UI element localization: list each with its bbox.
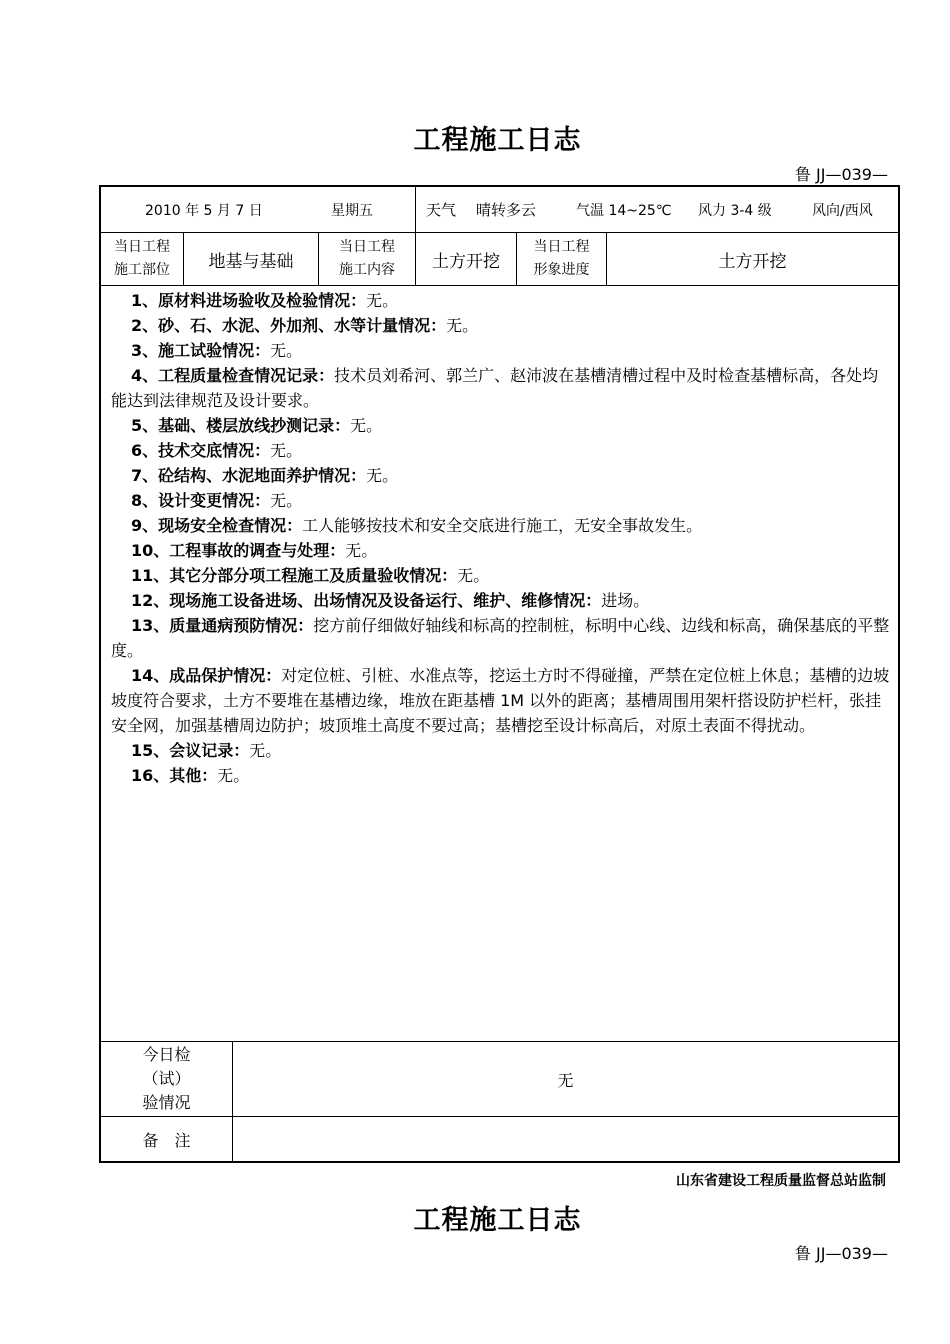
list-item: 6、技术交底情况：无。 [131,441,303,460]
form-code: 鲁 JJ—039— [794,165,888,184]
list-item: 13、质量通病预防情况：挖方前仔细做好轴线和标高的控制桩，标明中心线、边线和标高，确保基底的平整度。 [111,616,890,660]
part-value-cell [184,233,319,286]
list-item: 14、成品保护情况：对定位桩、引桩、水准点等，挖运土方时不得碰撞，严禁在定位桩上休息；基槽的边坡坡度符合要求，土方不要堆在基槽边缘，堆放在距基槽 1M 以外的距离；基槽周围用架杆搭设防护栏杆，张挂安全网，加强基槽周边防护；坡顶堆土高度不要过高；基槽挖至设计标高后，对原土表面不得扰动。 [111,666,890,735]
log-content [101,286,898,1042]
content-label-line2: 施工内容 [339,262,395,278]
remarks-label: 备 注 [142,1130,191,1150]
list-item: 9、现场安全检查情况：工人能够按技术和安全交底进行施工，无安全事故发生。 [131,516,703,535]
progress-label-line1: 当日工程 [533,239,590,255]
inspection-value-cell [233,1042,898,1117]
inspection-label-line2: （试） [142,1069,191,1088]
progress-label-line2: 形象进度 [533,262,590,278]
progress-value-cell [607,233,898,286]
wind-direction: 风向/西风 [812,202,873,219]
list-item: 8、设计变更情况：无。 [131,491,303,510]
content-value: 土方开挖 [432,251,500,272]
list-item: 15、会议记录：无。 [131,741,282,760]
list-item: 1、原材料进场验收及检验情况：无。 [131,291,399,310]
inspection-label-line3: 验情况 [142,1093,191,1112]
inspection-value: 无 [557,1070,574,1090]
inspection-label-line1: 今日检 [142,1045,191,1064]
page-title: 工程施工日志 [413,125,582,156]
weather-cell [416,187,898,233]
list-item: 5、基础、楼层放线抄测记录：无。 [131,416,383,435]
log-date: 2010 年 5 月 7 日 [145,202,263,219]
content-value-cell [416,233,517,286]
remarks-label-cell [101,1117,233,1161]
part-label-line1: 当日工程 [114,239,170,255]
next-page-title: 工程施工日志 [413,1205,582,1236]
content-label-line1: 当日工程 [339,239,395,255]
next-page-form-code: 鲁 JJ—039— [794,1244,888,1263]
list-item: 16、其他：无。 [131,766,250,785]
wind-force: 风力 3-4 级 [698,202,772,219]
log-sheet [99,185,900,1163]
content-label-cell [319,233,416,286]
weather-label: 天气 [426,201,457,219]
progress-value: 土方开挖 [718,251,787,272]
progress-label-cell [517,233,607,286]
list-item: 11、其它分部分项工程施工及质量验收情况：无。 [131,566,490,585]
weather-value: 晴转多云 [476,201,537,219]
list-item: 10、工程事故的调查与处理：无。 [131,541,378,560]
part-label-line2: 施工部位 [114,262,170,278]
list-item: 3、施工试验情况：无。 [131,341,303,360]
inspection-label-cell [101,1042,233,1117]
part-value: 地基与基础 [208,251,294,272]
list-item: 2、砂、石、水泥、外加剂、水等计量情况：无。 [131,316,479,335]
weekday: 星期五 [331,202,373,219]
part-label-cell [101,233,184,286]
remarks-value-cell [233,1117,898,1161]
temperature: 气温 14~25℃ [576,202,672,219]
list-item: 4、工程质量检查情况记录：技术员刘希河、郭兰广、赵沛波在基槽清槽过程中及时检查基槽标高，各处均能达到法律规范及设计要求。 [111,366,879,410]
list-item: 12、现场施工设备进场、出场情况及设备运行、维护、维修情况：进场。 [131,591,650,610]
list-item: 7、砼结构、水泥地面养护情况：无。 [131,466,399,485]
issuer-note: 山东省建设工程质量监督总站监制 [676,1173,886,1189]
date-weekday-cell [101,187,416,233]
